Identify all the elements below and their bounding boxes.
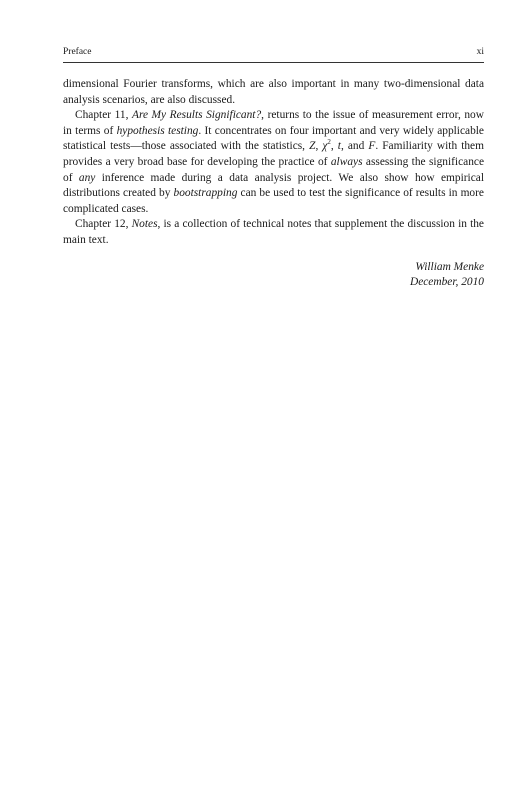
chapter-12-title: Notes	[131, 218, 158, 231]
term-any: any	[78, 171, 96, 184]
paragraph-1-text: dimensional Fourier transforms, which are also important in many two-dimensional data analysis scenarios, are also discussed.	[63, 78, 484, 106]
paragraph-2-text-b: . It concentrates on four important and very widely applicable statistical tests—those associated with the statistics,	[63, 124, 484, 153]
paragraph-2-text-e: inference made during a data analysis project. We also show how empirical distributions created by	[63, 171, 484, 200]
signature-date: December, 2010	[409, 276, 484, 289]
statistic-f: F	[368, 140, 376, 153]
paragraph-2-text-c: . Familiarity with them provides a very broad base for developing the practice of	[63, 140, 484, 168]
signature-block	[63, 260, 484, 291]
statistic-chi: χ	[322, 140, 328, 153]
statistic-t: t	[337, 140, 341, 153]
paragraph-3-lead: Chapter 12,	[75, 218, 132, 231]
paragraph-2-text-d: assessing the significance of	[63, 155, 485, 184]
running-head-section: Preface	[63, 47, 92, 57]
chi-exponent: 2	[327, 138, 331, 147]
term-bootstrapping: bootstrapping	[173, 187, 238, 200]
page-number: xi	[476, 47, 484, 57]
paragraph-3-text: , is a collection of technical notes that supplement the discussion in the main text.	[63, 218, 484, 246]
separator-1: ,	[315, 140, 323, 153]
paragraph-2	[63, 108, 484, 217]
paragraph-1	[63, 77, 484, 108]
page	[63, 46, 484, 291]
paragraph-2-text-a: , returns to the issue of measurement error, now in terms of	[63, 109, 484, 137]
separator-2: ,	[330, 140, 338, 153]
body-text	[63, 77, 484, 249]
term-always: always	[330, 155, 363, 168]
paragraph-3	[63, 217, 484, 248]
paragraph-2-lead: Chapter 11,	[75, 109, 132, 122]
statistic-z: Z	[309, 140, 316, 153]
paragraph-2-text-f: can be used to test the significance of results in more complicated cases.	[63, 187, 484, 215]
author-name: William Menke	[415, 260, 484, 273]
separator-3: , and	[340, 140, 369, 153]
chapter-11-title: Are My Results Significant?	[131, 109, 262, 122]
term-hypothesis-testing: hypothesis testing	[116, 124, 199, 137]
running-head	[63, 46, 484, 63]
